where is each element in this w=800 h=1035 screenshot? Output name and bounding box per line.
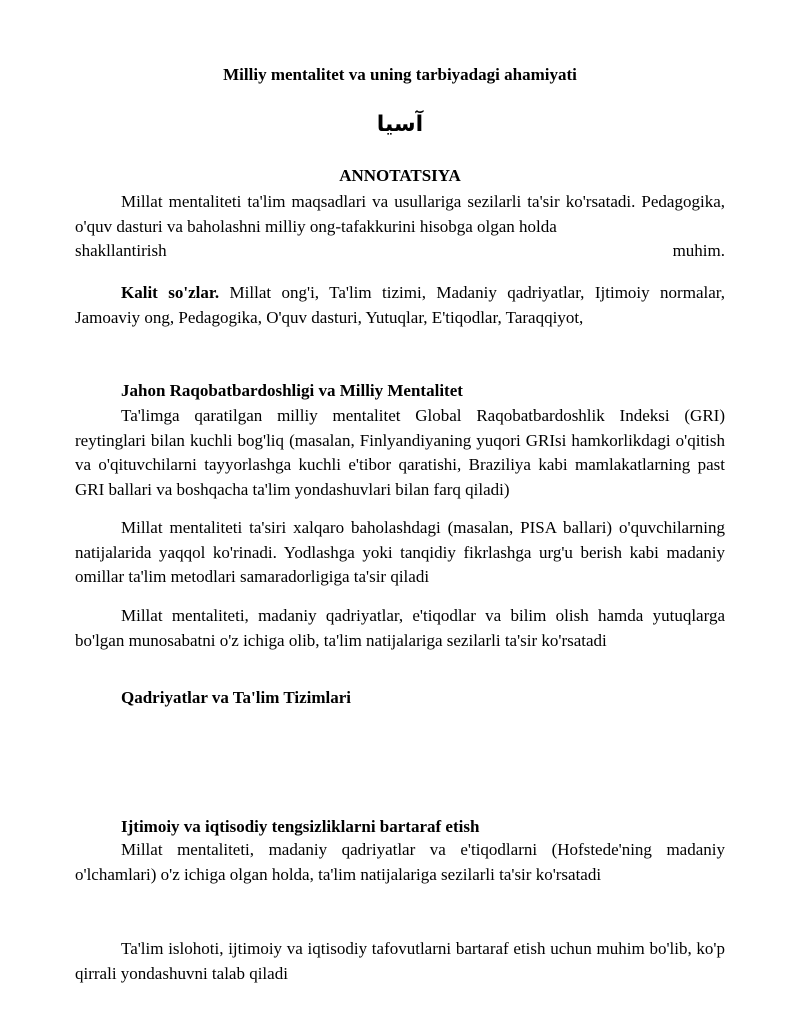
annotation-heading: ANNOTATSIYA [339,166,461,185]
keywords-label: Kalit so'zlar. [121,283,220,302]
keywords-text: Millat ong'i, Ta'lim tizimi, Madaniy qadriyatlar, Ijtimoiy normalar, Jamoaviy ong, Pedagogika, O'quv dasturi, Yutuqlar, E'tiqodlar, Taraqqiyot, [75,283,725,327]
annotation-last-line [75,239,725,264]
section2-heading: Qadriyatlar va Ta'lim Tizimlari [121,688,351,707]
annotation-last-left: shakllantirish [75,241,167,260]
section3-heading: Ijtimoiy va iqtisodiy tengsizliklarni bartaraf etish [121,817,480,836]
section1-paragraph3: Millat mentaliteti, madaniy qadriyatlar, e'tiqodlar va bilim olish hamda yutuqlarga bo'lgan munosabatni o'z ichiga olib, ta'lim natijalariga sezilarli ta'sir ko'rsatadi [75,606,725,650]
annotation-last-right: muhim. [672,241,725,260]
annotation-paragraph [75,190,725,264]
section1-heading: Jahon Raqobatbardoshligi va Milliy Mentalitet [121,381,463,400]
section1-paragraph1: Ta'limga qaratilgan milliy mentalitet Global Raqobatbardoshlik Indeksi (GRI) reytinglari bilan kuchli bog'liq (masalan, Finlyandiyaning yuqori GRIsi hamkorlikdagi o'qitish va o'qituvchilarni tayyorlashga kuchli e'tibor qaratishi, Braziliya kabi mamlakatlarning past GRI ballari va boshqacha ta'lim yondashuvlari bilan farq qiladi) [75,406,725,499]
section3-paragraph2: Ta'lim islohoti, ijtimoiy va iqtisodiy tafovutlarni bartaraf etish uchun muhim bo'lib, ko'p qirrali yondashuvni talab qiladi [75,939,725,983]
section1-paragraph2: Millat mentaliteti ta'siri xalqaro baholashdagi (masalan, PISA ballari) o'quvchilarning natijalarida yaqqol ko'rinadi. Yodlashga yoki tanqidiy fikrlashga urg'u berish kabi madaniy omillar ta'lim metodlari samaradorligiga ta'sir qiladi [75,518,725,586]
annotation-text: Millat mentaliteti ta'lim maqsadlari va usullariga sezilarli ta'sir ko'rsatadi. Pedagogika, o'quv dasturi va baholashni milliy ong-tafakkurini hisobga olgan holda [75,192,725,236]
section3-paragraph1: Millat mentaliteti, madaniy qadriyatlar va e'tiqodlarni (Hofstede'ning madaniy o'lchamlari) o'z ichiga olgan holda, ta'lim natijalariga sezilarli ta'sir ko'rsatadi [75,840,725,884]
keywords-paragraph [75,281,725,330]
document-title: Milliy mentalitet va uning tarbiyadagi ahamiyati [223,65,577,84]
author-name-arabic: آسیا [376,112,424,137]
